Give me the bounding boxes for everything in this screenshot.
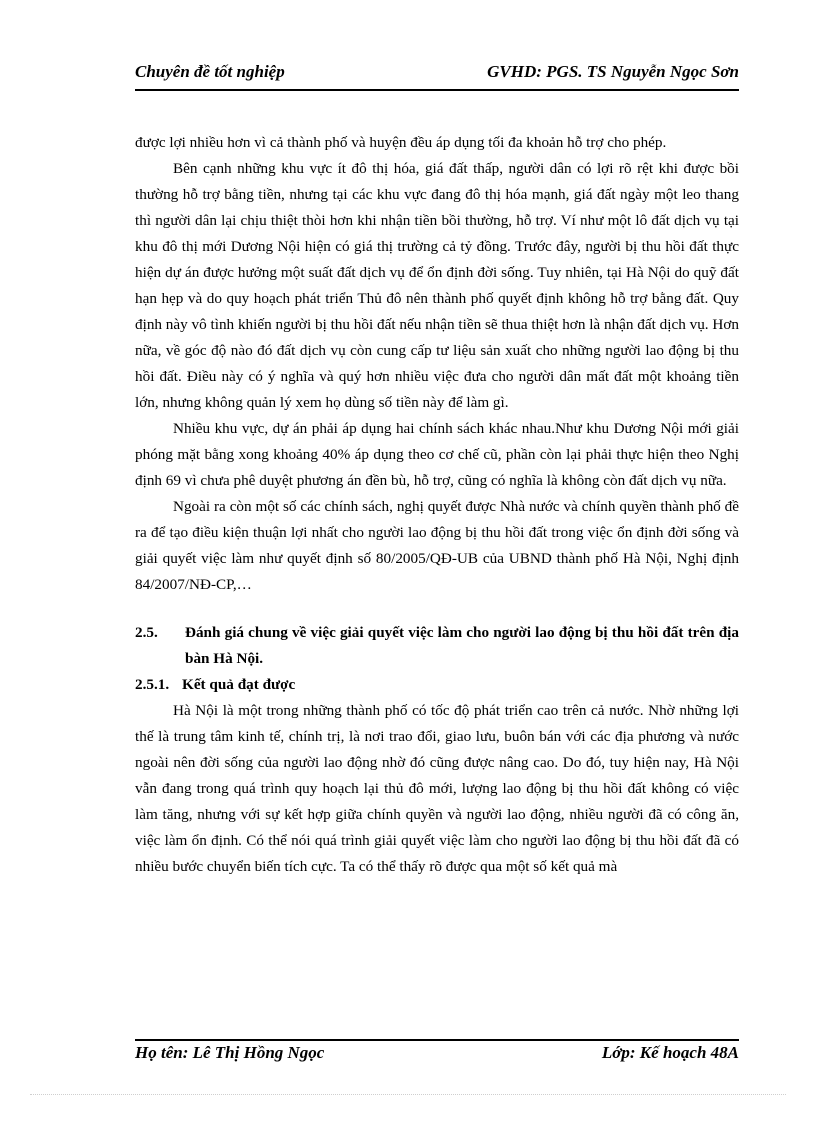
page-bottom-dotted-line [30, 1094, 786, 1095]
paragraph-results: Hà Nội là một trong những thành phố có tốc độ phát triển cao trên cả nước. Nhờ những lợi thế là trung tâm kinh tế, chính trị, là nơi trao đổi, giao lưu, buôn bán với các địa phương và nước ngoài nên đời sống của người lao động nhờ đó cũng được nâng cao. Do đó, tuy hiện nay, Hà Nội vẫn đang trong quá trình quy hoạch lại thủ đô mới, lượng lao động bị thu hồi đất không có việc làm tăng, nhưng với sự kết hợp giữa chính quyền và người lao động, nhiều người đã có công ăn, việc làm ổn định. Có thể nói quá trình giải quyết việc làm cho người lao động bị thu hồi đất đã có nhiều bước chuyển biến tích cực. Ta có thể thấy rõ được qua một số kết quả mà [135, 702, 739, 875]
paragraph-continued: được lợi nhiều hơn vì cả thành phố và huyện đều áp dụng tối đa khoản hỗ trợ cho phép. [135, 134, 667, 151]
subsection-title: Kết quả đạt được [182, 676, 296, 693]
header-rule [135, 89, 739, 91]
section-title: Đánh giá chung về việc giải quyết việc làm cho người lao động bị thu hồi đất trên địa bàn Hà Nội. [185, 624, 739, 667]
footer-rule [135, 1039, 739, 1041]
section-number: 2.5. [135, 624, 158, 641]
header-document-type: Chuyên đề tốt nghiệp [135, 62, 285, 81]
paragraph-duong-noi: Nhiều khu vực, dự án phải áp dụng hai chính sách khác nhau.Như khu Dương Nội mới giải phóng mặt bằng xong khoảng 40% áp dụng theo cơ chế cũ, phần còn lại phải thực hiện theo Nghị định 69 vì chưa phê duyệt phương án đền bù, hỗ trợ, cũng có nghĩa là không còn đất dịch vụ nữa. [135, 420, 739, 489]
paragraph-compensation: Bên cạnh những khu vực ít đô thị hóa, giá đất thấp, người dân có lợi rõ rệt khi được bồi thường hỗ trợ bằng tiền, nhưng tại các khu vực đang đô thị hóa mạnh, giá đất ngày một leo thang thì người dân lại chịu thiệt thòi hơn khi nhận tiền bồi thường, hỗ trợ. Ví như một lô đất dịch vụ tại khu đô thị mới Dương Nội hiện có giá thị trường cả tỷ đồng. Trước đây, người bị thu hồi đất thực hiện dự án được hưởng một suất đất dịch vụ để ổn định đời sống. Tuy nhiên, tại Hà Nội do quỹ đất hạn hẹp và do quy hoạch phát triển Thủ đô nên thành phố quyết định không hỗ trợ bằng đất. Quy định này vô tình khiến người bị thu hồi đất nếu nhận tiền sẽ thua thiệt hơn là nhận đất dịch vụ. Hơn nữa, về góc độ nào đó đất dịch vụ còn cung cấp tư liệu sản xuất cho những người lao động bị thu hồi đất. Điều này có ý nghĩa và quý hơn nhiều việc đưa cho người dân mất đất một khoảng tiền lớn, nhưng không quản lý xem họ dùng số tiền này để làm gì. [135, 160, 739, 411]
subsection-heading [135, 672, 739, 698]
page-header [135, 58, 739, 88]
footer-author: Họ tên: Lê Thị Hồng Ngọc [135, 1043, 325, 1062]
page-footer [135, 1043, 739, 1073]
page-body [135, 130, 739, 880]
subsection-number: 2.5.1. [135, 676, 170, 693]
paragraph-policies: Ngoài ra còn một số các chính sách, nghị quyết được Nhà nước và chính quyền thành phố đề ra để tạo điều kiện thuận lợi nhất cho người lao động bị thu hồi đất trong việc ổn định đời sống và giải quyết việc làm như quyết định số 80/2005/QĐ-UB của UBND thành phố Hà Nội, Nghị định 84/2007/NĐ-CP,… [135, 498, 739, 593]
section-heading [135, 620, 739, 672]
footer-class: Lớp: Kế hoạch 48A [601, 1043, 739, 1062]
header-supervisor: GVHD: PGS. TS Nguyễn Ngọc Sơn [487, 62, 739, 81]
